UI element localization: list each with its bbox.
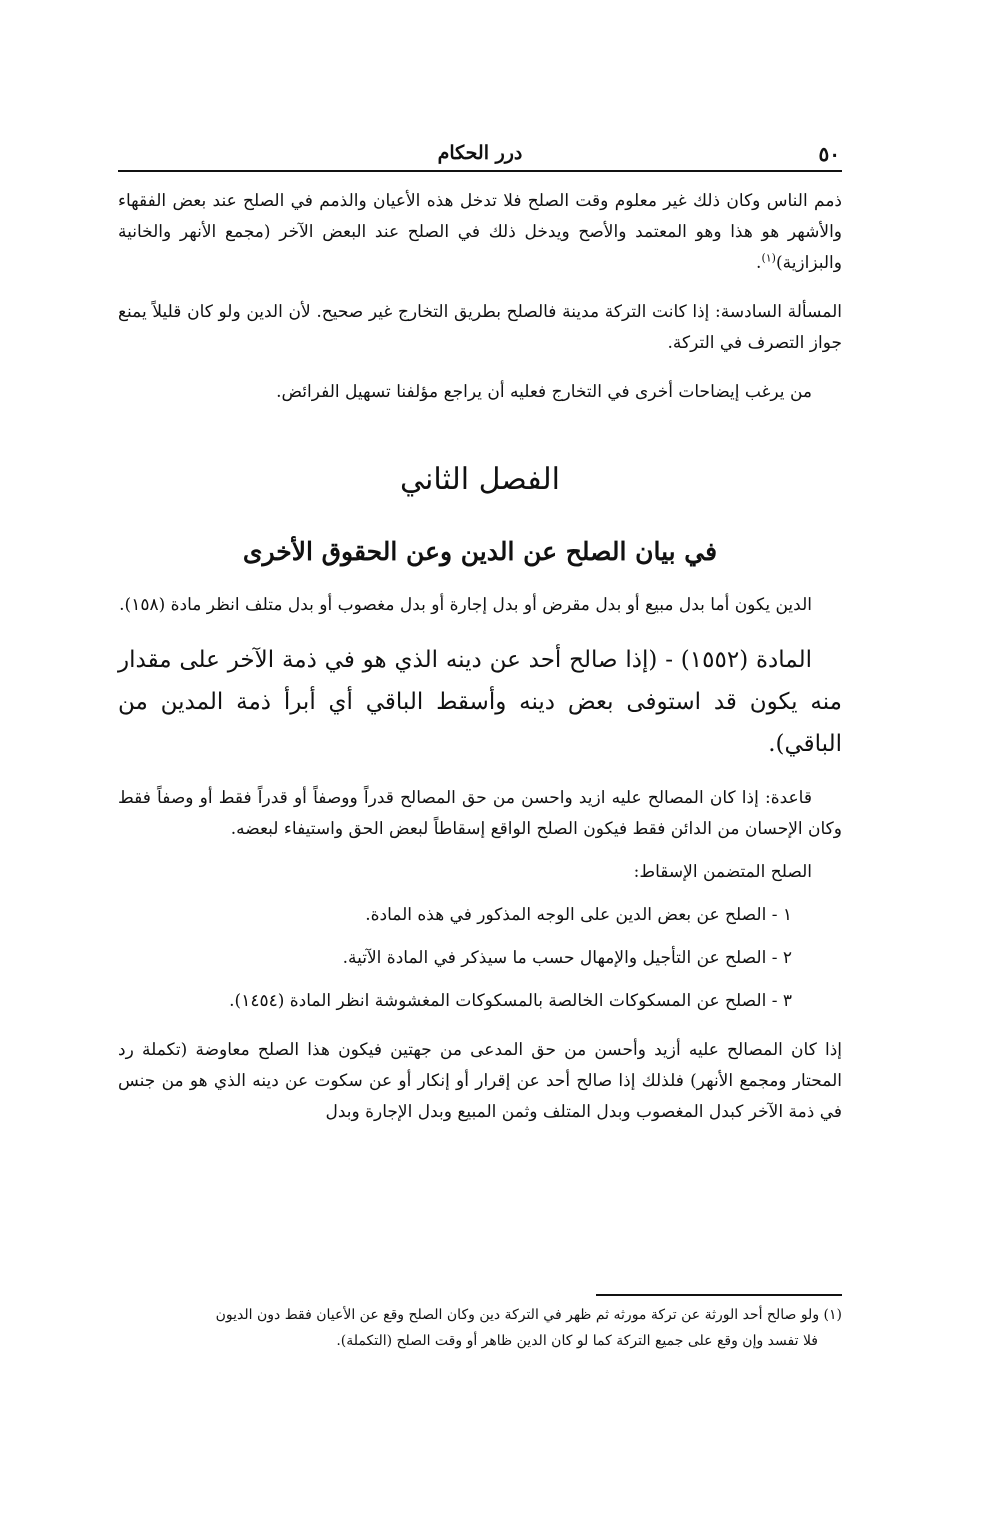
paragraph-text: ذمم الناس وكان ذلك غير معلوم وقت الصلح فلا تدخل هذه الأعيان والذمم في الصلح عند بعض الفقهاء والأشهر هو هذا وهو المعتمد والأصح ويدخل ذلك في الصلح عند البعض الآخر (مجمع الأنهر والخانية والبزازية) — [118, 191, 842, 273]
paragraph-continuation — [118, 186, 842, 279]
chapter-title: الفصل الثاني — [400, 462, 560, 497]
list-item-2: ٢ - الصلح عن التأجيل والإمهال حسب ما سيذكر في المادة الآتية. — [342, 948, 792, 968]
paragraph-debt-types: الدين يكون أما بدل مبيع أو بدل مقرض أو بدل إجارة أو بدل مغصوب أو بدل متلف انظر مادة (١٥٨). — [119, 595, 812, 615]
paragraph-rule: قاعدة: إذا كان المصالح عليه ازيد واحسن من حق المصالح قدراً ووصفاً أو قدراً فقط أو وصفاً فقط وكان الإحسان من الدائن فقط فيكون الصلح الواقع إسقاطاً لبعض الحق واستيفاء لبعضه. — [118, 788, 842, 839]
footnote-line-2: فلا تفسد وإن وقع على جميع التركة كما لو كان الدين ظاهر أو وقت الصلح (التكملة). — [336, 1333, 818, 1349]
footnote — [118, 1302, 842, 1354]
paragraph-exchange: إذا كان المصالح عليه أزيد وأحسن من حق المدعى من جهتين فيكون هذا الصلح معاوضة (تكملة رد المحتار ومجمع الأنهر) فلذلك إذا صالح أحد عن إقرار أو إنكار أو عن سكوت عن دينه الذي هو من جنس في ذمة الآخر كبدل المغصوب وبدل المتلف وثمن المبيع وبدل الإجارة وبدل — [118, 1040, 842, 1122]
article-text: المادة (١٥٥٢) - (إذا صالح أحد عن دينه الذي هو في ذمة الآخر على مقدار منه يكون قد استوفى بعض دينه وأسقط الباقي أي أبرأ ذمة المدين من الباقي). — [118, 647, 842, 757]
footnote-divider — [596, 1294, 842, 1296]
paragraph-end-mark: . — [756, 253, 762, 273]
footnote-reference: (١) — [761, 251, 776, 265]
list-item-1: ١ - الصلح عن بعض الدين على الوجه المذكور في هذه المادة. — [365, 905, 792, 925]
list-heading: الصلح المتضمن الإسقاط: — [633, 862, 812, 882]
list-item-3: ٣ - الصلح عن المسكوكات الخالصة بالمسكوكات المغشوشة انظر المادة (١٤٥٤). — [229, 991, 792, 1011]
page-body — [118, 186, 842, 1128]
page-header — [118, 140, 842, 172]
paragraph-reference-note: من يرغب إيضاحات أخرى في التخارج فعليه أن يراجع مؤلفنا تسهيل الفرائض. — [276, 382, 812, 402]
page-number: ٥٠ — [818, 142, 840, 166]
footnote-line-1: (١) ولو صالح أحد الورثة عن تركة مورثه ثم ظهر في التركة دين وكان الصلح وقع عن الأعيان فقط دون الديون — [215, 1307, 842, 1323]
paragraph-sixth-issue: المسألة السادسة: إذا كانت التركة مدينة فالصلح بطريق التخارج غير صحيح. لأن الدين ولو كان قليلاً يمنع جواز التصرف في التركة. — [118, 302, 842, 353]
section-title: في بيان الصلح عن الدين وعن الحقوق الأخرى — [242, 537, 718, 566]
running-title: درر الحكام — [437, 142, 523, 164]
